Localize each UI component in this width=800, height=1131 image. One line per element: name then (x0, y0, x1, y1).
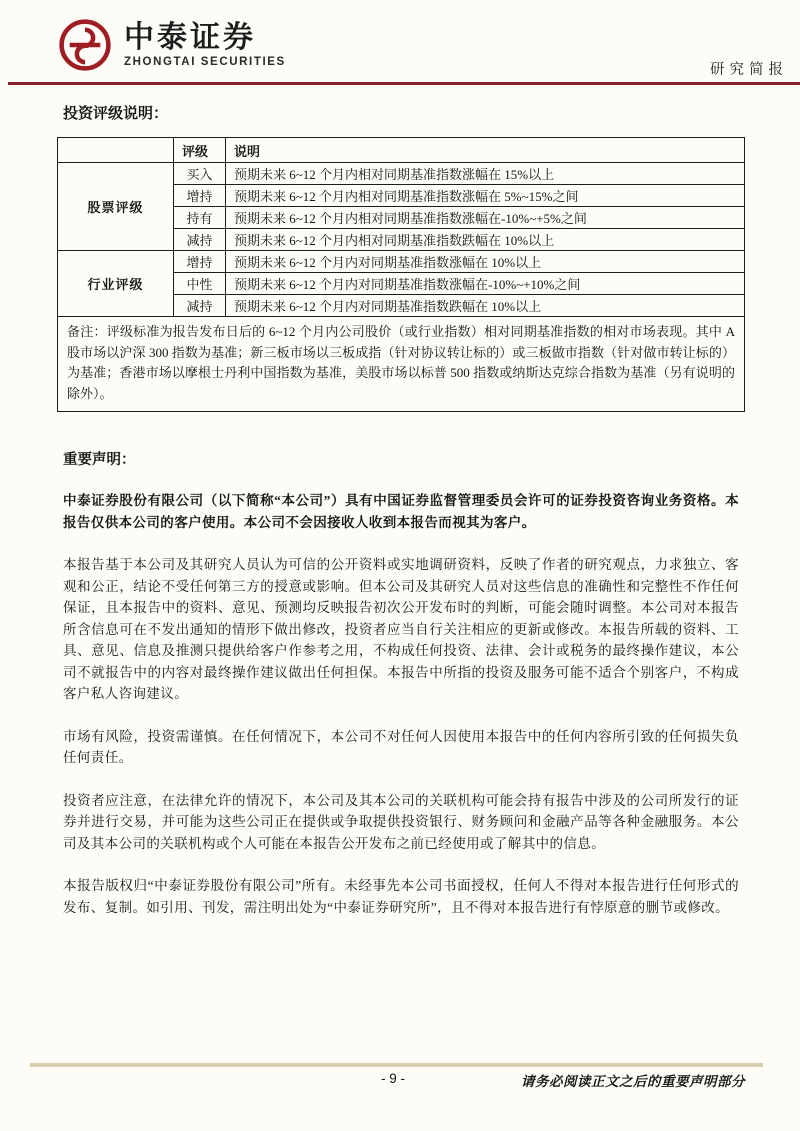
logo-text-en: ZHONGTAI SECURITIES (124, 56, 286, 68)
rating-cell: 增持 (174, 185, 226, 207)
desc-cell: 预期未来 6~12 个月内相对同期基准指数涨幅在 5%~15%之间 (226, 185, 745, 207)
statement-paragraph: 本报告版权归“中泰证券股份有限公司”所有。未经事先本公司书面授权，任何人不得对本报告进行任何形式的发布、复制。如引用、刊发，需注明出处为“中泰证券研究所”，且不得对本报告进行有悖原意的删节或修改。 (63, 878, 739, 915)
desc-cell: 预期未来 6~12 个月内相对同期基准指数跌幅在 10%以上 (226, 229, 745, 251)
footer-notice: 请务必阅读正文之后的重要声明部分 (521, 1074, 745, 1089)
logo-text-cn: 中泰证券 (124, 21, 256, 54)
category-cell-industry: 行业评级 (58, 251, 174, 317)
report-type-label: 研究简报 (710, 62, 788, 78)
page-number: - 9 - (380, 1071, 405, 1086)
rating-section-title: 投资评级说明： (63, 106, 169, 122)
rating-note: 备注：评级标准为报告发布日后的 6~12 个月内公司股价（或行业指数）相对同期基准指数的相对市场表现。其中 A 股市场以沪深 300 指数为基准；新三板市场以三板成指（针对协议转让标的）或三板做市指数（针对做市转让标的）为基准；香港市场以摩根士丹利中国指数为基准，美股市场以标普 500 指数或纳斯达克综合指数为基准（另有说明的除外）。 (58, 317, 745, 412)
company-logo (58, 18, 286, 72)
desc-cell: 预期未来 6~12 个月内相对同期基准指数涨幅在-10%~+5%之间 (226, 207, 745, 229)
rating-cell: 减持 (174, 229, 226, 251)
header-cell-desc: 说明 (226, 138, 745, 163)
desc-cell: 预期未来 6~12 个月内对同期基准指数涨幅在 10%以上 (226, 251, 745, 273)
table-row (58, 163, 745, 185)
rating-cell: 增持 (174, 251, 226, 273)
statement-paragraph: 中泰证券股份有限公司（以下简称“本公司”）具有中国证券监督管理委员会许可的证券投资咨询业务资格。本报告仅供本公司的客户使用。本公司不会因接收人收到本报告而视其为客户。 (63, 493, 739, 530)
header-divider (8, 82, 800, 85)
rating-table-header-row (58, 138, 745, 163)
statement-paragraph: 本报告基于本公司及其研究人员认为可信的公开资料或实地调研资料，反映了作者的研究观点，力求独立、客观和公正，结论不受任何第三方的授意或影响。但本公司及其研究人员对这些信息的准确性和完整性不作任何保证，且本报告中的资料、意见、预测均反映报告初次公开发布时的判断，可能会随时调整。本公司对本报告所含信息可在不发出通知的情形下做出修改，投资者应当自行关注相应的更新或修改。本报告所载的资料、工具、意见、信息及推测只提供给客户作参考之用，不构成任何投资、法律、会计或税务的最终操作建议，本公司不就报告中的内容对最终操作建议做出任何担保。本报告中所指的投资及服务可能不适合个别客户，不构成客户私人咨询建议。 (63, 557, 739, 701)
header-cell-rating: 评级 (174, 138, 226, 163)
rating-cell: 减持 (174, 295, 226, 317)
logo-text (124, 22, 286, 68)
statement-title: 重要声明： (63, 452, 136, 468)
table-note-row (58, 317, 745, 412)
rating-cell: 买入 (174, 163, 226, 185)
category-cell-stock: 股票评级 (58, 163, 174, 251)
rating-cell: 持有 (174, 207, 226, 229)
statement-paragraph: 投资者应注意，在法律允许的情况下，本公司及其本公司的关联机构可能会持有报告中涉及的公司所发行的证券并进行交易，并可能为这些公司正在提供或争取提供投资银行、财务顾问和金融产品等各种金融服务。本公司及其本公司的关联机构或个人可能在本报告公开发布之前已经使用或了解其中的信息。 (63, 792, 739, 851)
rating-table (57, 137, 745, 412)
desc-cell: 预期未来 6~12 个月内对同期基准指数跌幅在 10%以上 (226, 295, 745, 317)
rating-cell: 中性 (174, 273, 226, 295)
table-row (58, 251, 745, 273)
desc-cell: 预期未来 6~12 个月内相对同期基准指数涨幅在 15%以上 (226, 163, 745, 185)
footer-divider (30, 1063, 763, 1067)
statement-paragraph: 市场有风险，投资需谨慎。在任何情况下，本公司不对任何人因使用本报告中的任何内容所引致的任何损失负任何责任。 (63, 728, 739, 765)
zhongtai-logo-icon (58, 18, 112, 72)
desc-cell: 预期未来 6~12 个月内对同期基准指数涨幅在-10%~+10%之间 (226, 273, 745, 295)
page-content (57, 98, 745, 918)
header-cell-category (58, 138, 174, 163)
